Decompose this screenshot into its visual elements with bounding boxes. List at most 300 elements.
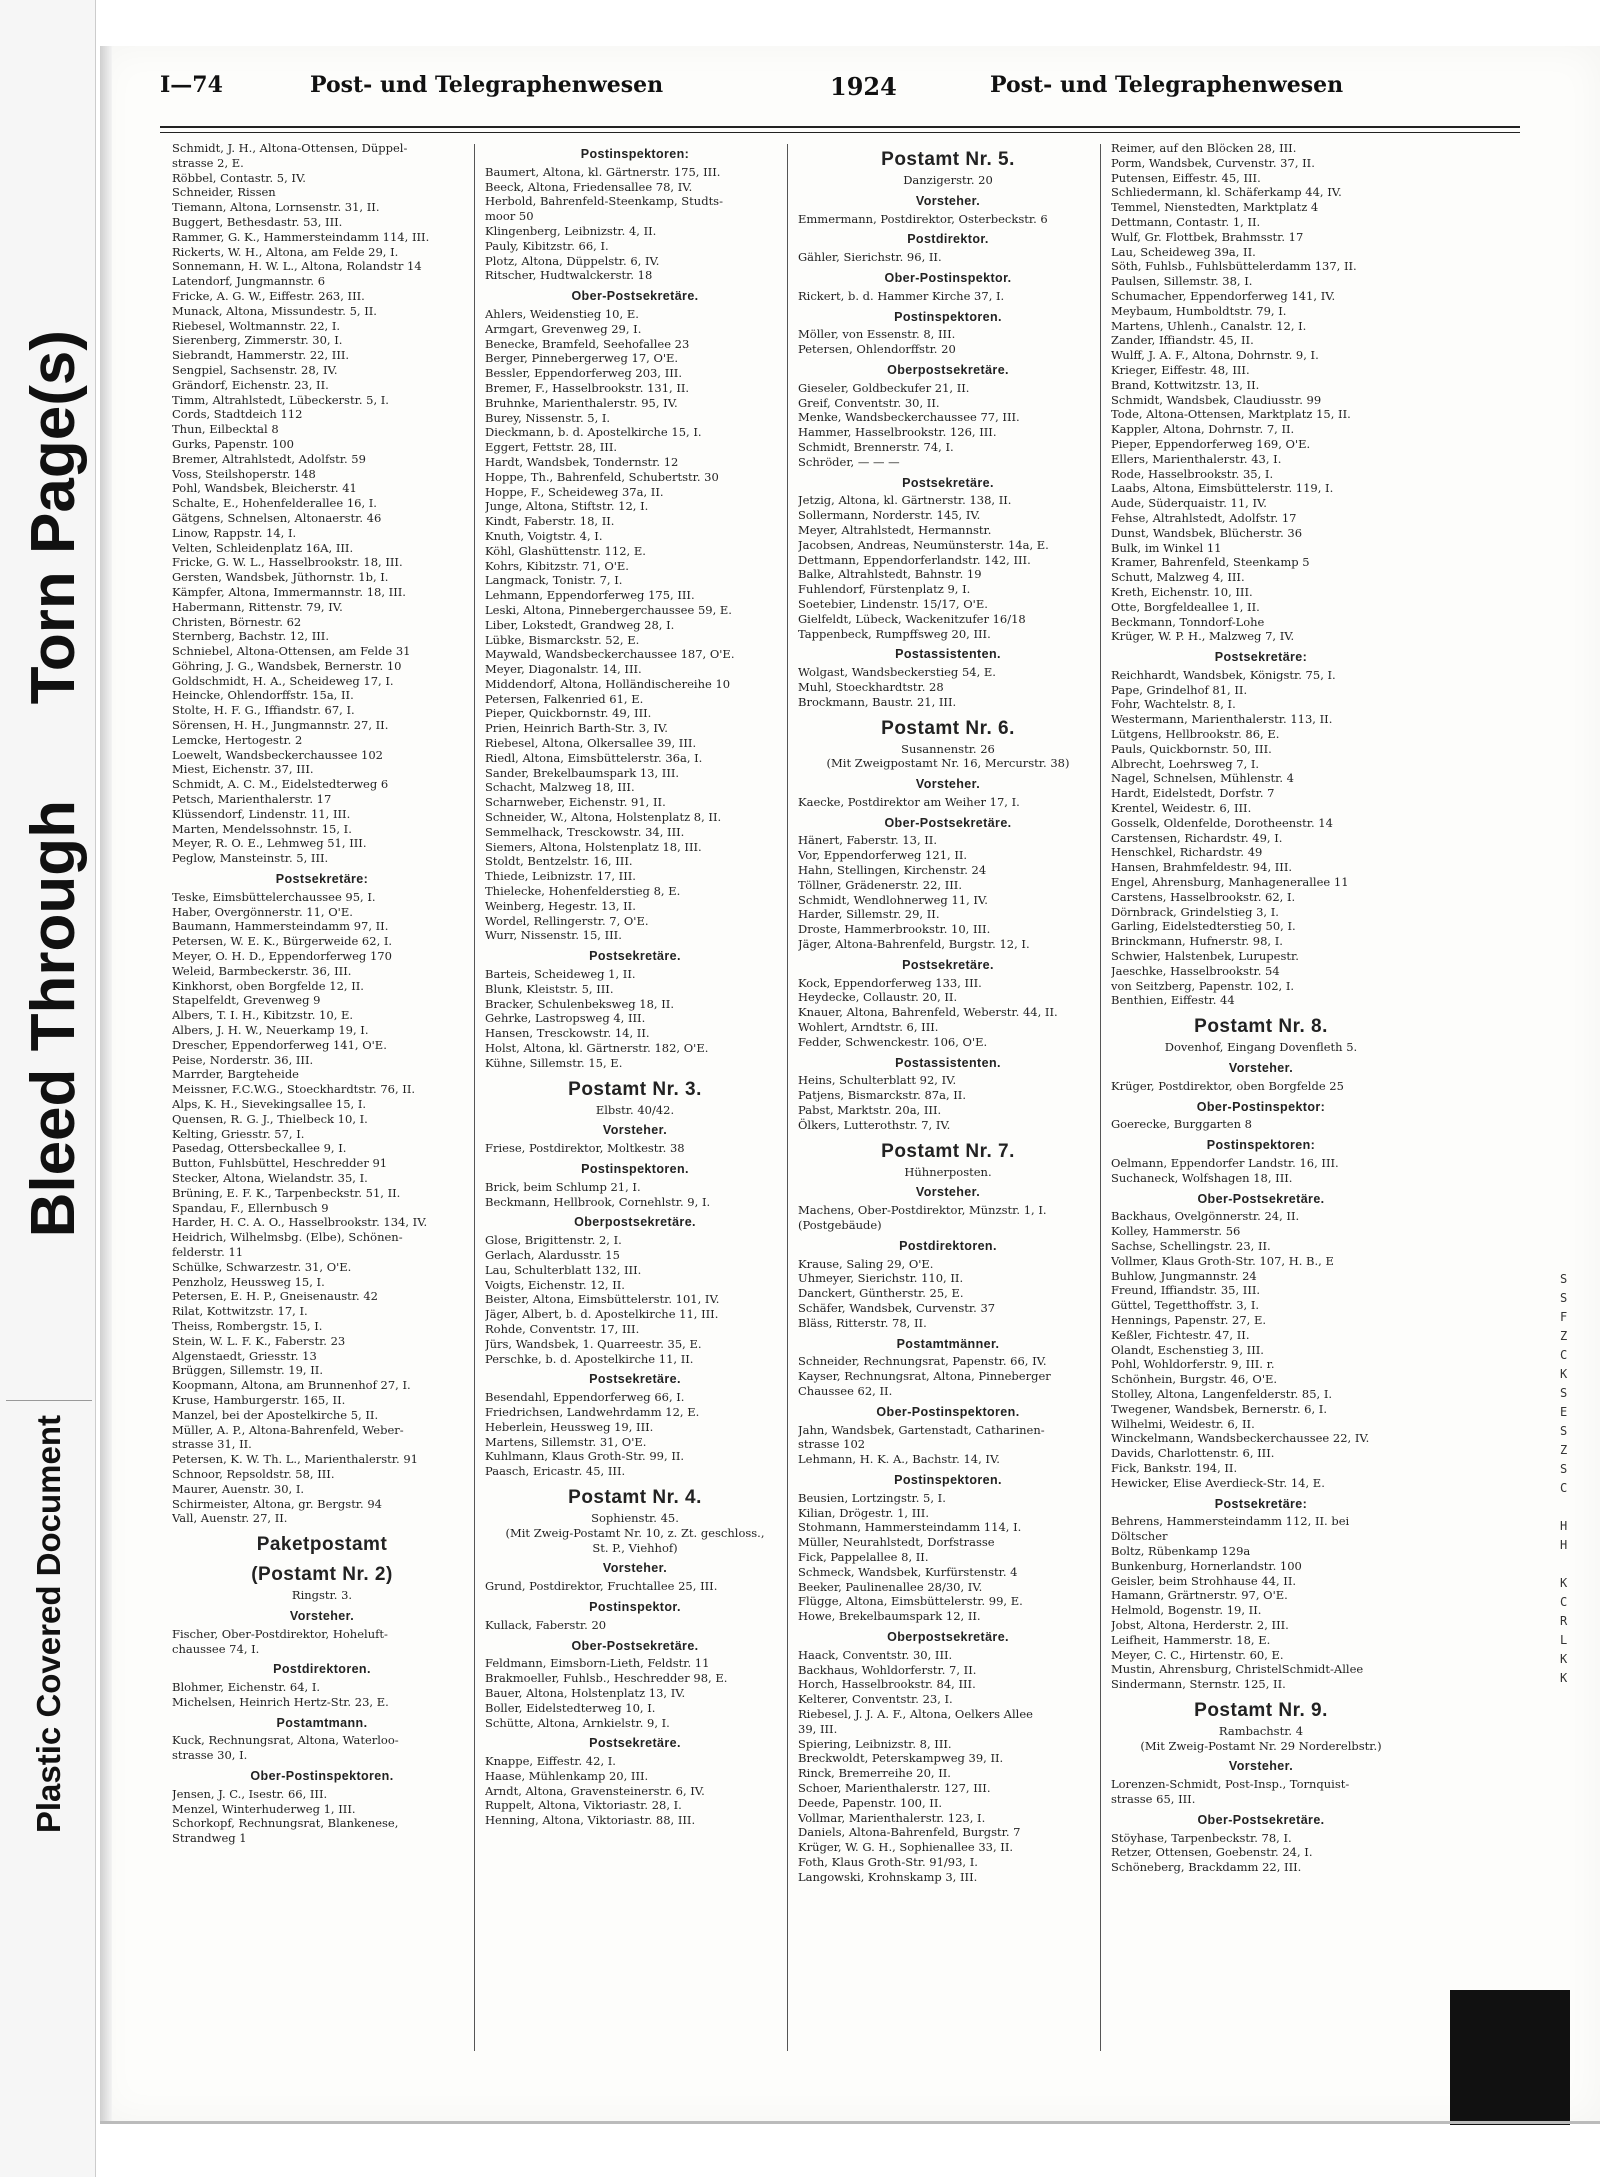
- directory-entry: Winckelmann, Wandsbeckerchaussee 22, IV.: [1111, 1431, 1370, 1446]
- directory-entry: Hahn, Stellingen, Kirchenstr. 24: [798, 863, 987, 878]
- post-office-title: Postamt Nr. 6.: [881, 717, 1015, 739]
- directory-entry: Grund, Postdirektor, Fruchtallee 25, III.: [485, 1579, 718, 1594]
- directory-entry: Krüger, W. G. H., Sophienallee 33, II.: [798, 1840, 1014, 1855]
- office-address: Ringstr. 3.: [291, 1588, 353, 1603]
- directory-entry: Kullack, Faberstr. 20: [485, 1617, 607, 1632]
- directory-entry: Langmack, Tonistr. 7, I.: [485, 573, 623, 588]
- section-heading: Postdirektor.: [907, 232, 989, 247]
- directory-entry: Boller, Eidelstedterweg 10, I.: [485, 1700, 656, 1715]
- directory-entry: Muhl, Stoeckhardtstr. 28: [798, 679, 944, 694]
- directory-entry: Kindt, Faberstr. 18, II.: [485, 514, 615, 529]
- edge-letter: E: [1560, 1405, 1568, 1419]
- directory-entry: Heincke, Ohlendorffstr. 15a, II.: [172, 688, 354, 703]
- column-divider: [1100, 144, 1101, 2051]
- directory-entry: Kelterer, Conventstr. 23, I.: [798, 1692, 953, 1707]
- section-heading: Ober-Postinspektoren.: [250, 1769, 394, 1784]
- directory-entry: Temmel, Nienstedten, Marktplatz 4: [1111, 200, 1319, 215]
- directory-entry: Hansen, Brahmfeldestr. 94, III.: [1111, 860, 1293, 875]
- section-heading: Vorsteher.: [1228, 1759, 1294, 1774]
- directory-entry: Ahlers, Weidenstieg 10, E.: [485, 306, 639, 321]
- directory-entry: felderstr. 11: [172, 1244, 244, 1259]
- directory-entry: Henning, Altona, Viktoriastr. 88, III.: [485, 1813, 696, 1828]
- directory-entry: Müller, A. P., Altona-Bahrenfeld, Weber-: [172, 1422, 404, 1437]
- section-heading: Postsekretäre:: [275, 872, 369, 887]
- directory-entry: Penzholz, Heussweg 15, I.: [172, 1274, 325, 1289]
- directory-entry: Bunkenburg, Hornerlandstr. 100: [1111, 1558, 1302, 1573]
- directory-entry: Dettmann, Eppendorferlandstr. 142, III.: [798, 552, 1031, 567]
- directory-entry: Fricke, A. G. W., Eiffestr. 263, III.: [172, 288, 365, 303]
- directory-entry: Stoldt, Bentzelstr. 16, III.: [485, 854, 633, 869]
- directory-entry: Haase, Mühlenkamp 20, III.: [485, 1768, 649, 1783]
- directory-entry: Garling, Eidelstedterstieg 50, I.: [1111, 919, 1296, 934]
- directory-entry: Liber, Lokstedt, Grandweg 28, I.: [485, 617, 675, 632]
- directory-entry: Martens, Sillemstr. 31, O'E.: [485, 1434, 647, 1449]
- directory-entry: Menzel, Winterhuderweg 1, III.: [172, 1801, 356, 1816]
- directory-entry: Baumann, Hammersteindamm 97, II.: [172, 919, 389, 934]
- post-office-title: (Postamt Nr. 2): [251, 1564, 393, 1586]
- header-right-title: Post- und Telegraphenwesen: [990, 72, 1344, 98]
- section-heading: Postinspektoren:: [580, 147, 690, 161]
- directory-entry: Siebrandt, Hammerstr. 22, III.: [172, 348, 350, 363]
- column-1: [172, 141, 472, 2061]
- directory-entry: Beckmann, Tonndorf-Lohe: [1111, 614, 1265, 629]
- edge-letter: Z: [1560, 1329, 1568, 1343]
- edge-letter: K: [1560, 1576, 1568, 1590]
- directory-entry: Pape, Grindelhof 81, II.: [1111, 682, 1248, 697]
- directory-entry: Beckmann, Hellbrook, Cornehlstr. 9, I.: [485, 1194, 711, 1209]
- directory-entry: Weleid, Barmbeckerstr. 36, III.: [172, 963, 352, 978]
- directory-entry: Scharnweber, Eichenstr. 91, II.: [485, 795, 666, 810]
- directory-entry: Petersen, W. E. K., Bürgerweide 62, I.: [172, 934, 393, 949]
- section-heading: Postinspektoren.: [581, 1162, 689, 1176]
- office-address: Sophienstr. 45.: [591, 1510, 679, 1525]
- directory-entry: Hoppe, F., Scheideweg 37a, II.: [485, 484, 664, 499]
- directory-entry: (Postgebäude): [798, 1218, 882, 1233]
- directory-entry: Rickert, b. d. Hammer Kirche 37, I.: [798, 288, 1005, 303]
- directory-entry: Tiemann, Altona, Lornsenstr. 31, II.: [172, 200, 380, 215]
- directory-entry: Fohr, Wachtelstr. 8, I.: [1111, 697, 1236, 712]
- section-heading: Vorsteher.: [602, 1561, 668, 1576]
- directory-entry: Langowski, Krohnskamp 3, III.: [798, 1869, 978, 1884]
- directory-entry: Stapelfeldt, Grevenweg 9: [172, 993, 321, 1008]
- directory-entry: Loewelt, Wandsbeckerchaussee 102: [172, 747, 383, 762]
- directory-entry: Paasch, Ericastr. 45, III.: [485, 1464, 626, 1479]
- directory-entry: Berger, Pinnebergerweg 17, O'E.: [485, 351, 679, 366]
- directory-entry: Brand, Kottwitzstr. 13, II.: [1111, 377, 1260, 392]
- directory-entry: strasse 30, I.: [172, 1748, 248, 1763]
- directory-entry: Schmeck, Wandsbek, Kurfürstenstr. 4: [798, 1564, 1018, 1579]
- directory-entry: Albers, J. H. W., Neuerkamp 19, I.: [172, 1023, 369, 1038]
- directory-entry: moor 50: [485, 209, 534, 224]
- directory-entry: Putensen, Eiffestr. 45, III.: [1111, 170, 1261, 185]
- edge-letter: S: [1560, 1462, 1568, 1476]
- page-bottom-edge: [100, 2121, 1600, 2124]
- directory-entry: Schutt, Malzweg 4, III.: [1111, 570, 1245, 585]
- directory-entry: Semmelhack, Tresckowstr. 34, III.: [485, 824, 685, 839]
- directory-entry: strasse 65, III.: [1111, 1792, 1196, 1807]
- directory-entry: Schäfer, Wandsbek, Curvenstr. 37: [798, 1301, 996, 1315]
- office-address: (Mit Zweigpostamt Nr. 16, Mercurstr. 38): [826, 756, 1070, 771]
- office-address: Rambachstr. 4: [1218, 1723, 1304, 1738]
- directory-entry: Meybaum, Humboldtstr. 79, I.: [1111, 303, 1287, 318]
- edge-letter: R: [1560, 1614, 1568, 1628]
- directory-entry: Bulk, im Winkel 11: [1111, 540, 1222, 555]
- directory-entry: Petersen, Falkenried 61, E.: [485, 691, 644, 706]
- directory-entry: Retzer, Ottensen, Goebenstr. 24, I.: [1111, 1845, 1313, 1860]
- directory-entry: Jetzig, Altona, kl. Gärtnerstr. 138, II.: [798, 493, 1012, 508]
- post-office-title: Postamt Nr. 3.: [568, 1078, 702, 1100]
- directory-entry: Linow, Rappstr. 14, I.: [172, 525, 297, 540]
- directory-entry: Schmidt, Wandsbek, Claudiusstr. 99: [1111, 392, 1322, 407]
- directory-entry: Lehmann, H. K. A., Bachstr. 14, IV.: [798, 1452, 1000, 1467]
- adjacent-page-edge-letters: [1560, 1270, 1600, 1770]
- directory-entry: Rickerts, W. H., Altona, am Felde 29, I.: [172, 244, 399, 259]
- directory-entry: Krentel, Weidestr. 6, III.: [1111, 801, 1252, 816]
- edge-letter: C: [1560, 1481, 1568, 1495]
- directory-entry: Schröder, — — —: [798, 454, 900, 469]
- directory-entry: strasse 2, E.: [172, 155, 244, 170]
- directory-entry: Albrecht, Loehrsweg 7, I.: [1111, 756, 1260, 771]
- directory-entry: Pieper, Eppendorferweg 169, O'E.: [1111, 436, 1311, 451]
- directory-entry: Fuhlendorf, Fürstenplatz 9, I.: [798, 582, 971, 597]
- directory-entry: Reichhardt, Wandsbek, Königstr. 75, I.: [1111, 667, 1336, 682]
- directory-entry: Petsch, Marienthalerstr. 17: [172, 792, 332, 807]
- directory-entry: Gielfeldt, Lübeck, Wackenitzufer 16/18: [798, 611, 1026, 626]
- scan-notice-strip: [0, 0, 96, 2177]
- directory-entry: Patjens, Bismarckstr. 87a, II.: [798, 1088, 966, 1103]
- directory-entry: Kinkhorst, oben Borgfelde 12, II.: [172, 978, 364, 993]
- directory-entry: Fedder, Schwenckestr. 106, O'E.: [798, 1034, 988, 1049]
- section-heading: Postinspektoren.: [894, 1472, 1002, 1487]
- directory-entry: Laabs, Altona, Eimsbüttelerstr. 119, I.: [1111, 481, 1334, 496]
- directory-entry: Tode, Altona-Ottensen, Marktplatz 15, II.: [1111, 407, 1351, 422]
- directory-entry: Bauer, Altona, Holstenplatz 13, IV.: [485, 1685, 686, 1700]
- directory-entry: Sengpiel, Sachsenstr. 28, IV.: [172, 362, 338, 377]
- directory-entry: Pohl, Wandsbek, Bleicherstr. 41: [172, 481, 357, 496]
- directory-entry: Lau, Schulterblatt 132, III.: [485, 1262, 642, 1277]
- directory-entry: Töllner, Grädenerstr. 22, III.: [798, 877, 962, 892]
- directory-entry: Beeker, Paulinenallee 28/30, IV.: [798, 1579, 983, 1594]
- directory-entry: Jensen, J. C., Isestr. 66, III.: [172, 1786, 328, 1801]
- directory-entry: Dunst, Wandsbek, Blücherstr. 36: [1111, 525, 1303, 540]
- directory-entry: Hammer, Hasselbrookstr. 126, III.: [798, 425, 997, 440]
- directory-entry: Gosselk, Oldenfelde, Dorotheenstr. 14: [1111, 815, 1333, 830]
- edge-letter: C: [1560, 1595, 1568, 1609]
- section-heading: Postdirektoren.: [899, 1238, 997, 1253]
- directory-entry: Sindermann, Sternstr. 125, II.: [1111, 1677, 1286, 1692]
- directory-entry: Pauls, Quickbornstr. 50, III.: [1111, 741, 1272, 756]
- directory-entry: Wulff, J. A. F., Altona, Dohrnstr. 9, I.: [1111, 348, 1319, 363]
- directory-entry: chaussee 74, I.: [172, 1641, 260, 1656]
- directory-entry: Prien, Heinrich Barth-Str. 3, IV.: [485, 721, 668, 736]
- edge-letter: S: [1560, 1291, 1568, 1305]
- edge-letter: H: [1560, 1538, 1568, 1552]
- directory-entry: Brinckmann, Hufnerstr. 98, I.: [1111, 934, 1283, 949]
- directory-entry: Freund, Iffiandstr. 35, III.: [1111, 1283, 1261, 1298]
- directory-entry: Wurr, Nissenstr. 15, III.: [485, 928, 622, 943]
- column-divider: [474, 144, 475, 2051]
- directory-entry: Kappler, Altona, Dohrnstr. 7, II.: [1111, 422, 1295, 437]
- directory-entry: Kock, Eppendorferweg 133, III.: [798, 975, 982, 990]
- directory-entry: Grändorf, Eichenstr. 23, II.: [172, 377, 329, 392]
- directory-entry: Davids, Charlottenstr. 6, III.: [1111, 1446, 1275, 1461]
- directory-entry: Schliedermann, kl. Schäferkamp 44, IV.: [1111, 185, 1342, 200]
- directory-entry: Friese, Postdirektor, Moltkestr. 38: [485, 1141, 685, 1156]
- directory-entry: Middendorf, Altona, Holländischereihe 10: [485, 676, 731, 691]
- directory-entry: Machens, Ober-Postdirektor, Münzstr. 1, I.: [798, 1203, 1047, 1218]
- directory-entry: Howe, Brekelbaumspark 12, II.: [798, 1609, 981, 1624]
- directory-entry: Bremer, F., Hasselbrookstr. 131, II.: [485, 380, 690, 395]
- directory-entry: Mustin, Ahrensburg, ChristelSchmidt-Allee: [1111, 1662, 1364, 1677]
- directory-entry: Riebesel, J. J. A. F., Altona, Oelkers Allee: [798, 1706, 1033, 1721]
- directory-entry: Pabst, Marktstr. 20a, III.: [798, 1103, 942, 1118]
- directory-entry: Schalte, E., Hohenfelderallee 16, I.: [172, 496, 377, 511]
- directory-entry: Horch, Hasselbrookstr. 84, III.: [798, 1677, 976, 1692]
- edge-letter: C: [1560, 1348, 1568, 1362]
- directory-entry: Thiede, Leibnizstr. 17, III.: [485, 869, 636, 884]
- directory-entry: Hardt, Wandsbek, Tondernstr. 12: [485, 454, 679, 469]
- directory-entry: Krüger, W. P. H., Malzweg 7, IV.: [1111, 629, 1295, 644]
- directory-entry: Riebesel, Altona, Olkersallee 39, III.: [485, 736, 697, 751]
- directory-entry: strasse 102: [798, 1437, 866, 1452]
- directory-entry: Danckert, Güntherstr. 25, E.: [798, 1286, 964, 1301]
- section-heading: Ober-Postinspektor:: [1196, 1099, 1326, 1114]
- directory-entry: Döltscher: [1111, 1529, 1168, 1544]
- directory-entry: von Seitzberg, Papenstr. 102, I.: [1111, 978, 1295, 993]
- directory-entry: Gähler, Sierichstr. 96, II.: [798, 250, 942, 265]
- directory-entry: Fischer, Ober-Postdirektor, Hoheluft-: [172, 1626, 388, 1641]
- directory-entry: Peglow, Mansteinstr. 5, III.: [172, 851, 329, 866]
- section-heading: Postsekretäre.: [589, 1736, 681, 1751]
- directory-entry: Rammer, G. K., Hammersteindamm 114, III.: [172, 229, 430, 244]
- directory-page: [100, 46, 1600, 2121]
- directory-entry: Sörensen, H. H., Jungmannstr. 27, II.: [172, 718, 389, 733]
- directory-entry: Koopmann, Altona, am Brunnenhof 27, I.: [172, 1378, 411, 1393]
- column-divider: [787, 144, 788, 2051]
- section-heading: Oberpostsekretäre.: [887, 362, 1009, 377]
- directory-entry: Meyer, Diagonalstr. 14, III.: [485, 662, 642, 677]
- edge-letter: H: [1560, 1519, 1568, 1533]
- directory-entry: Latendorf, Jungmannstr. 6: [172, 274, 326, 289]
- directory-entry: Knauer, Altona, Bahrenfeld, Weberstr. 44, II.: [798, 1005, 1058, 1020]
- directory-entry: Schmidt, Brennerstr. 74, I.: [798, 439, 954, 454]
- directory-entry: Petersen, E. H. P., Gneisenaustr. 42: [172, 1289, 378, 1304]
- directory-entry: Reimer, auf den Blöcken 28, III.: [1111, 141, 1297, 155]
- directory-entry: Hansen, Tresckowstr. 14, II.: [485, 1026, 650, 1041]
- section-heading: Ober-Postsekretäre.: [571, 1638, 699, 1653]
- directory-entry: Gehrke, Lastropsweg 4, III.: [485, 1011, 646, 1026]
- directory-entry: Köhl, Glashüttenstr. 112, E.: [485, 543, 646, 558]
- directory-entry: Oelmann, Eppendorfer Landstr. 16, III.: [1111, 1156, 1339, 1170]
- directory-entry: Foth, Klaus Groth-Str. 91/93, I.: [798, 1854, 978, 1869]
- directory-entry: Jacobsen, Andreas, Neumünsterstr. 14a, E.: [798, 537, 1049, 552]
- directory-entry: Klingenberg, Leibnizstr. 4, II.: [485, 223, 657, 238]
- directory-entry: Schneider, Rissen: [172, 185, 276, 200]
- section-heading: Postsekretäre:: [1214, 650, 1308, 665]
- section-heading: Vorsteher.: [289, 1608, 355, 1623]
- directory-entry: Benthien, Eiffestr. 44: [1111, 993, 1235, 1008]
- directory-entry: Güttel, Tegetthoffstr. 3, I.: [1111, 1298, 1260, 1313]
- directory-entry: Brakmoeller, Fuhlsb., Heschredder 98, E.: [485, 1671, 728, 1686]
- directory-entry: Klüssendorf, Lindenstr. 11, III.: [172, 806, 351, 821]
- section-heading: Ober-Postinspektor.: [884, 270, 1012, 285]
- directory-entry: Marten, Mendelssohnstr. 15, I.: [172, 821, 352, 836]
- directory-entry: Hoppe, Th., Bahrenfeld, Schubertstr. 30: [485, 469, 719, 484]
- directory-entry: Hewicker, Elise Averdieck-Str. 14, E.: [1111, 1475, 1325, 1490]
- directory-entry: Paulsen, Sillemstr. 38, I.: [1111, 274, 1253, 289]
- directory-entry: Alps, K. H., Sievekingsallee 15, I.: [172, 1097, 367, 1111]
- directory-entry: Gieseler, Goldbeckufer 21, II.: [798, 380, 970, 395]
- directory-entry: Nagel, Schnelsen, Mühlenstr. 4: [1111, 771, 1294, 786]
- directory-entry: Petersen, Ohlendorffstr. 20: [798, 342, 956, 357]
- directory-entry: Aude, Süderquaistr. 11, IV.: [1111, 496, 1267, 511]
- directory-entry: Marrder, Bargteheide: [172, 1067, 299, 1082]
- section-heading: Postsekretäre.: [589, 949, 681, 964]
- directory-entry: strasse 31, II.: [172, 1437, 252, 1452]
- directory-entry: Kelting, Griesstr. 57, I.: [172, 1126, 305, 1141]
- directory-entry: Ölkers, Lutterothstr. 7, IV.: [798, 1117, 951, 1132]
- directory-entry: 39, III.: [798, 1721, 838, 1736]
- directory-entry: Hennings, Papenstr. 27, E.: [1111, 1312, 1267, 1327]
- section-heading: Postamtmänner.: [896, 1336, 1000, 1351]
- directory-entry: Sternberg, Bachstr. 12, III.: [172, 629, 329, 644]
- office-address: Danzigerstr. 20: [903, 173, 993, 187]
- directory-entry: Droste, Hammerbrookstr. 10, III.: [798, 922, 991, 937]
- directory-entry: Meyer, Altrahlstedt, Hermannstr.: [798, 522, 992, 537]
- office-address: (Mit Zweig-Postamt Nr. 29 Norderelbstr.): [1140, 1738, 1382, 1753]
- directory-entry: Benecke, Bramfeld, Seehofallee 23: [485, 336, 690, 351]
- section-heading: Ober-Postsekretäre.: [571, 289, 699, 304]
- directory-entry: Flügge, Altona, Eimsbüttelerstr. 99, E.: [798, 1594, 1023, 1609]
- edge-letter: [1560, 1555, 1600, 1574]
- directory-entry: Ellers, Marienthalerstr. 43, I.: [1111, 451, 1282, 466]
- directory-entry: Gersten, Wandsbek, Jüthornstr. 1b, I.: [172, 570, 389, 585]
- directory-entry: Kohrs, Kibitzstr. 71, O'E.: [485, 558, 629, 573]
- directory-entry: Bessler, Eppendorferweg 203, III.: [485, 366, 682, 381]
- directory-entry: Siemers, Altona, Holstenplatz 18, III.: [485, 839, 702, 854]
- directory-entry: Schneider, Rechnungsrat, Papenstr. 66, IV.: [798, 1354, 1047, 1369]
- directory-entry: Spandau, F., Ellernbusch 9: [172, 1200, 329, 1215]
- page-header: [160, 72, 1520, 120]
- directory-entry: Engel, Ahrensburg, Manhagenerallee 11: [1111, 875, 1349, 890]
- directory-entry: Backhaus, Ovelgönnerstr. 24, II.: [1111, 1209, 1300, 1224]
- directory-entry: Armgart, Grevenweg 29, I.: [485, 321, 642, 336]
- directory-entry: Schniebel, Altona-Ottensen, am Felde 31: [172, 644, 411, 659]
- section-heading: Ober-Postsekretäre.: [1197, 1191, 1325, 1206]
- directory-entry: Kilian, Drögestr. 1, III.: [798, 1505, 929, 1520]
- directory-entry: Cords, Stadtdeich 112: [172, 407, 303, 422]
- directory-entry: Jäger, Altona-Bahrenfeld, Burgstr. 12, I.: [798, 937, 1030, 952]
- edge-letter: F: [1560, 1310, 1568, 1324]
- directory-entry: Schneider, W., Altona, Holstenplatz 8, II.: [485, 810, 722, 825]
- directory-entry: Hamann, Grärtnerstr. 97, O'E.: [1111, 1588, 1288, 1603]
- directory-entry: Harder, H. C. A. O., Hasselbrookstr. 134, IV.: [172, 1215, 428, 1230]
- directory-entry: Timm, Altrahlstedt, Lübeckerstr. 5, I.: [172, 392, 389, 407]
- directory-entry: Lütgens, Hellbrookstr. 86, E.: [1111, 727, 1280, 742]
- page-number: I—74: [160, 72, 223, 98]
- directory-entry: Stöyhase, Tarpenbeckstr. 78, I.: [1111, 1830, 1292, 1845]
- directory-entry: Plotz, Altona, Düppelstr. 6, IV.: [485, 253, 660, 268]
- directory-entry: Heins, Schulterblatt 92, IV.: [798, 1073, 957, 1088]
- section-heading: Postinspektor.: [589, 1599, 681, 1614]
- directory-entry: Fehse, Altrahlstedt, Adolfstr. 17: [1111, 510, 1297, 525]
- directory-entry: Schmidt, J. H., Altona-Ottensen, Düppel-: [172, 141, 408, 155]
- directory-entry: Burey, Nissenstr. 5, I.: [485, 410, 611, 425]
- directory-entry: Feldmann, Eimsborn-Lieth, Feldstr. 11: [485, 1656, 710, 1671]
- directory-entry: Meyer, O. H. D., Eppendorferweg 170: [172, 949, 392, 964]
- directory-entry: Brüning, E. F. K., Tarpenbeckstr. 51, II.: [172, 1185, 401, 1200]
- directory-entry: Ritscher, Hudtwalckerstr. 18: [485, 268, 653, 283]
- section-heading: Ober-Postsekretäre.: [1197, 1812, 1325, 1827]
- directory-entry: Söth, Fuhlsb., Fuhlsbüttelerdamm 137, II.: [1111, 259, 1357, 274]
- column-4: [1111, 141, 1411, 2061]
- directory-entry: Gurks, Papenstr. 100: [172, 436, 294, 451]
- post-office-title: Postamt Nr. 8.: [1194, 1016, 1328, 1038]
- directory-entry: Wilhelmi, Weidestr. 6, II.: [1111, 1416, 1255, 1431]
- directory-entry: Kuhlmann, Klaus Groth-Str. 99, II.: [485, 1449, 685, 1464]
- page-binding-edge: [100, 46, 112, 2121]
- directory-entry: Twegener, Wandsbek, Bernerstr. 6, I.: [1111, 1401, 1327, 1416]
- directory-entry: Helmold, Bogenstr. 19, II.: [1111, 1603, 1262, 1618]
- directory-entry: Balke, Altrahlstedt, Bahnstr. 19: [798, 567, 982, 582]
- directory-entry: Herbold, Bahrenfeld-Steenkamp, Studts-: [485, 194, 723, 209]
- directory-entry: Rohde, Conventstr. 17, III.: [485, 1321, 640, 1336]
- directory-entry: Olandt, Eschenstieg 3, III.: [1111, 1342, 1264, 1357]
- office-address: (Mit Zweig-Postamt Nr. 10, z. Zt. geschloss.,: [505, 1525, 765, 1540]
- directory-entry: Heidrich, Wilhelmsbg. (Elbe), Schönen-: [172, 1230, 403, 1245]
- directory-entry: Dieckmann, b. d. Apostelkirche 15, I.: [485, 425, 702, 440]
- directory-entry: Schönhein, Burgstr. 46, O'E.: [1111, 1372, 1278, 1387]
- directory-entry: Lau, Scheideweg 39a, II.: [1111, 244, 1256, 259]
- post-office-title: Postamt Nr. 5.: [881, 149, 1015, 170]
- directory-entry: Göhring, J. G., Wandsbek, Bernerstr. 10: [172, 658, 402, 673]
- section-heading: Postassistenten.: [895, 1055, 1001, 1070]
- directory-entry: Thielecke, Hohenfelderstieg 8, E.: [485, 884, 681, 899]
- directory-entry: Sachse, Schellingstr. 23, II.: [1111, 1238, 1271, 1253]
- directory-entry: Schülke, Schwarzestr. 31, O'E.: [172, 1259, 352, 1274]
- section-heading: Postdirektoren.: [273, 1662, 371, 1677]
- directory-entry: Leski, Altona, Pinnebergerchaussee 59, E.: [485, 602, 732, 617]
- edge-letter: K: [1560, 1671, 1568, 1685]
- directory-entry: Kruse, Hamburgerstr. 165, II.: [172, 1392, 346, 1407]
- directory-entry: Beeck, Altona, Friedensallee 78, IV.: [485, 179, 693, 194]
- section-heading: Postsekretäre:: [1214, 1496, 1308, 1511]
- directory-entry: Backhaus, Wohldorferstr. 7, II.: [798, 1662, 977, 1677]
- directory-entry: Vollmar, Marienthalerstr. 123, I.: [798, 1810, 986, 1825]
- directory-entry: Fick, Bankstr. 194, II.: [1111, 1460, 1238, 1475]
- directory-entry: Uhmeyer, Sierichstr. 110, II.: [798, 1271, 964, 1286]
- directory-entry: Button, Fuhlsbüttel, Heschredder 91: [172, 1156, 388, 1171]
- directory-entry: Schmidt, A. C. M., Eidelstedterweg 6: [172, 777, 389, 792]
- notice-divider: [6, 1400, 92, 1401]
- directory-entry: Vor, Eppendorferweg 121, II.: [798, 848, 968, 863]
- directory-entry: Carstens, Hasselbrookstr. 62, I.: [1111, 889, 1296, 904]
- directory-entry: Jäger, Albert, b. d. Apostelkirche 11, III.: [485, 1307, 719, 1322]
- directory-entry: Wulf, Gr. Flottbek, Brahmsstr. 17: [1111, 229, 1304, 244]
- directory-entry: Kolley, Hammerstr. 56: [1111, 1224, 1241, 1239]
- directory-entry: Blohmer, Eichenstr. 64, I.: [172, 1680, 321, 1695]
- directory-entry: Holst, Altona, kl. Gärtnerstr. 182, O'E.: [485, 1041, 709, 1056]
- directory-entry: Greif, Conventstr. 30, II.: [798, 395, 940, 410]
- directory-entry: Schwier, Halstenbek, Lurupestr.: [1111, 949, 1299, 964]
- section-heading: Oberpostsekretäre.: [887, 1629, 1009, 1644]
- directory-entry: Fick, Pappelallee 8, II.: [798, 1549, 929, 1564]
- directory-entry: Röbbel, Contastr. 5, IV.: [172, 170, 306, 185]
- directory-entry: Kuck, Rechnungsrat, Altona, Waterloo-: [172, 1733, 399, 1748]
- directory-entry: Jahn, Wandsbek, Gartenstadt, Catharinen-: [798, 1422, 1045, 1437]
- section-heading: Vorsteher.: [915, 777, 981, 792]
- directory-entry: Menke, Wandsbeckerchaussee 77, III.: [798, 410, 1020, 425]
